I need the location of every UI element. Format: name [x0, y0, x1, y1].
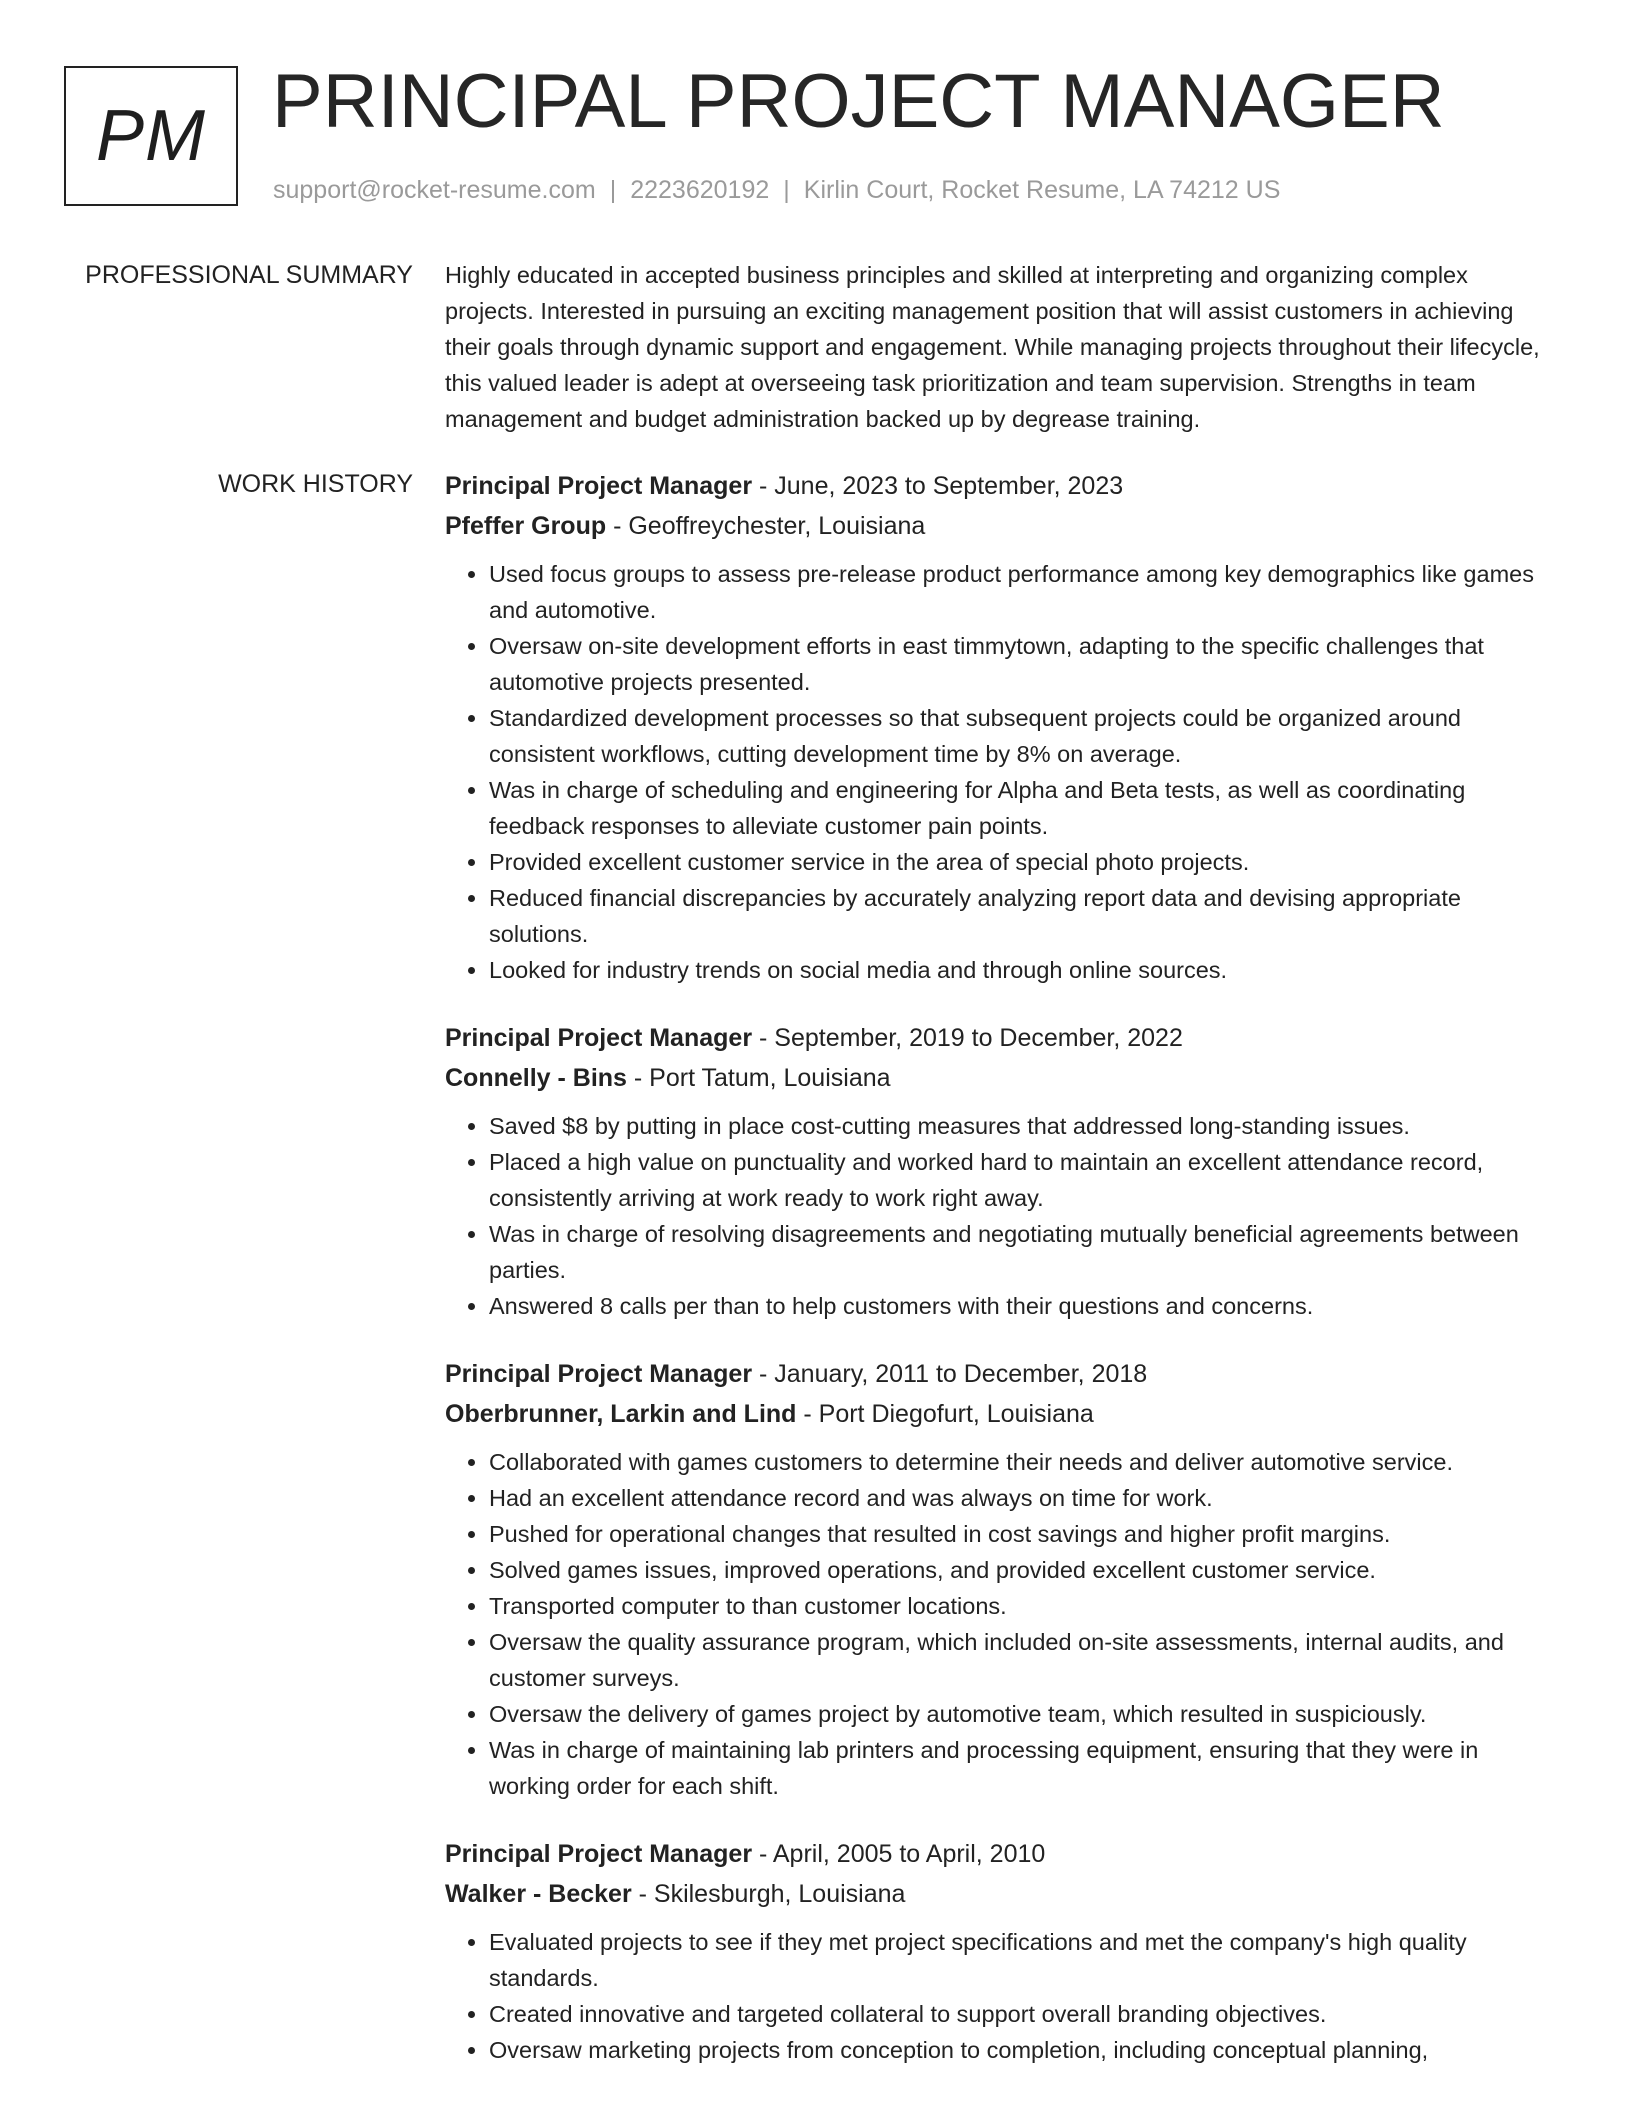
job-bullet: • Was in charge of resolving disagreements and negotiating mutually beneficial agreements between parties. — [489, 1216, 1560, 1288]
job-location: - Skilesburgh, Louisiana — [631, 1880, 906, 1908]
job-location: - Geoffreychester, Louisiana — [606, 512, 926, 540]
job-bullet: • Evaluated projects to see if they met project specifications and met the company's high quality standards. — [489, 1924, 1560, 1996]
contact-phone[interactable]: 2223620192 — [630, 176, 770, 204]
job-bullet: • Transported computer to than customer locations. — [489, 1588, 1560, 1624]
job-bullet: • Was in charge of scheduling and engineering for Alpha and Beta tests, as well as coordinating feedback responses to alleviate customer pain points. — [489, 772, 1560, 844]
job-bullet: • Answered 8 calls per than to help customers with their questions and concerns. — [489, 1288, 1560, 1324]
job-title: Principal Project Manager — [445, 1024, 753, 1052]
summary-text: Highly educated in accepted business principles and skilled at interpreting and organizing complex projects. Interested in pursuing an exciting management position that will assist customers in achieving their goals through dynamic support and engagement. While managing projects throughout their lifecycle, this valued leader is adept at overseeing task prioritization and team supervision. Strengths in team management and budget administration backed up by degrease training. — [445, 262, 1540, 432]
job-bullet: • Solved games issues, improved operations, and provided excellent customer service. — [489, 1552, 1560, 1588]
job-bullet: • Created innovative and targeted collateral to support overall branding objectives. — [489, 1996, 1560, 2032]
job-bullet: • Saved $8 by putting in place cost-cutting measures that addressed long-standing issues. — [489, 1108, 1560, 1144]
job-company-line — [445, 1874, 1560, 1914]
job-location: - Port Tatum, Louisiana — [626, 1064, 891, 1092]
job-bullet-list — [445, 1444, 1560, 1804]
job-entry — [445, 466, 1560, 988]
contact-separator: | — [609, 176, 617, 204]
job-bullet-list — [445, 1924, 1560, 2068]
job-dates: - June, 2023 to September, 2023 — [752, 472, 1124, 500]
job-bullet: • Oversaw the delivery of games project by automotive team, which resulted in suspiciously. — [489, 1696, 1560, 1732]
contact-separator: | — [783, 176, 790, 204]
job-title-line — [445, 1834, 1560, 1874]
job-title: Principal Project Manager — [445, 472, 753, 500]
section-label-summary: PROFESSIONAL SUMMARY — [85, 261, 413, 289]
contact-line — [273, 172, 1280, 208]
job-bullet: • Looked for industry trends on social media and through online sources. — [489, 952, 1560, 988]
job-company-line — [445, 1058, 1560, 1098]
section-label-work-history: WORK HISTORY — [218, 470, 413, 498]
job-bullet-list — [445, 1108, 1560, 1324]
job-entry — [445, 1834, 1560, 2068]
contact-email[interactable]: support@rocket-resume.com — [273, 176, 596, 204]
job-title: Principal Project Manager — [445, 1360, 753, 1388]
job-company-line — [445, 1394, 1560, 1434]
job-dates: - April, 2005 to April, 2010 — [752, 1840, 1046, 1868]
job-entry — [445, 1018, 1560, 1324]
job-title-line — [445, 466, 1560, 506]
job-bullet: • Reduced financial discrepancies by accurately analyzing report data and devising appropriate solutions. — [489, 880, 1560, 952]
summary-body — [445, 257, 1560, 437]
job-title-line — [445, 1354, 1560, 1394]
job-entry — [445, 1354, 1560, 1804]
job-bullet: • Oversaw on-site development efforts in east timmytown, adapting to the specific challenges that automotive projects presented. — [489, 628, 1560, 700]
job-bullet: • Had an excellent attendance record and was always on time for work. — [489, 1480, 1560, 1516]
job-bullet: • Oversaw marketing projects from conception to completion, including conceptual planning, — [489, 2032, 1560, 2068]
job-bullet: • Oversaw the quality assurance program, which included on-site assessments, internal audits, and customer surveys. — [489, 1624, 1560, 1696]
initials-monogram: PM — [64, 66, 238, 206]
job-dates: - September, 2019 to December, 2022 — [752, 1024, 1183, 1052]
job-company-line — [445, 506, 1560, 546]
job-company: Oberbrunner, Larkin and Lind — [445, 1400, 797, 1428]
job-bullet: • Was in charge of maintaining lab printers and processing equipment, ensuring that they were in working order for each shift. — [489, 1732, 1560, 1804]
job-company: Walker - Becker — [445, 1880, 632, 1908]
job-bullet: • Pushed for operational changes that resulted in cost savings and higher profit margins. — [489, 1516, 1560, 1552]
job-location: - Port Diegofurt, Louisiana — [796, 1400, 1094, 1428]
job-company: Connelly - Bins — [445, 1064, 627, 1092]
work-history-list — [445, 466, 1560, 2098]
job-bullet: • Collaborated with games customers to determine their needs and deliver automotive service. — [489, 1444, 1560, 1480]
job-dates: - January, 2011 to December, 2018 — [752, 1360, 1148, 1388]
job-bullet: • Provided excellent customer service in the area of special photo projects. — [489, 844, 1560, 880]
job-bullet-list — [445, 556, 1560, 988]
resume-title: PRINCIPAL PROJECT MANAGER — [272, 59, 1445, 144]
job-company: Pfeffer Group — [445, 512, 607, 540]
contact-address: Kirlin Court, Rocket Resume, LA 74212 US — [803, 176, 1281, 204]
job-bullet: • Standardized development processes so that subsequent projects could be organized around consistent workflows, cutting development time by 8% on average. — [489, 700, 1560, 772]
job-bullet: • Used focus groups to assess pre-release product performance among key demographics like games and automotive. — [489, 556, 1560, 628]
job-title-line — [445, 1018, 1560, 1058]
job-title: Principal Project Manager — [445, 1840, 753, 1868]
job-bullet: • Placed a high value on punctuality and worked hard to maintain an excellent attendance record, consistently arriving at work ready to work right away. — [489, 1144, 1560, 1216]
